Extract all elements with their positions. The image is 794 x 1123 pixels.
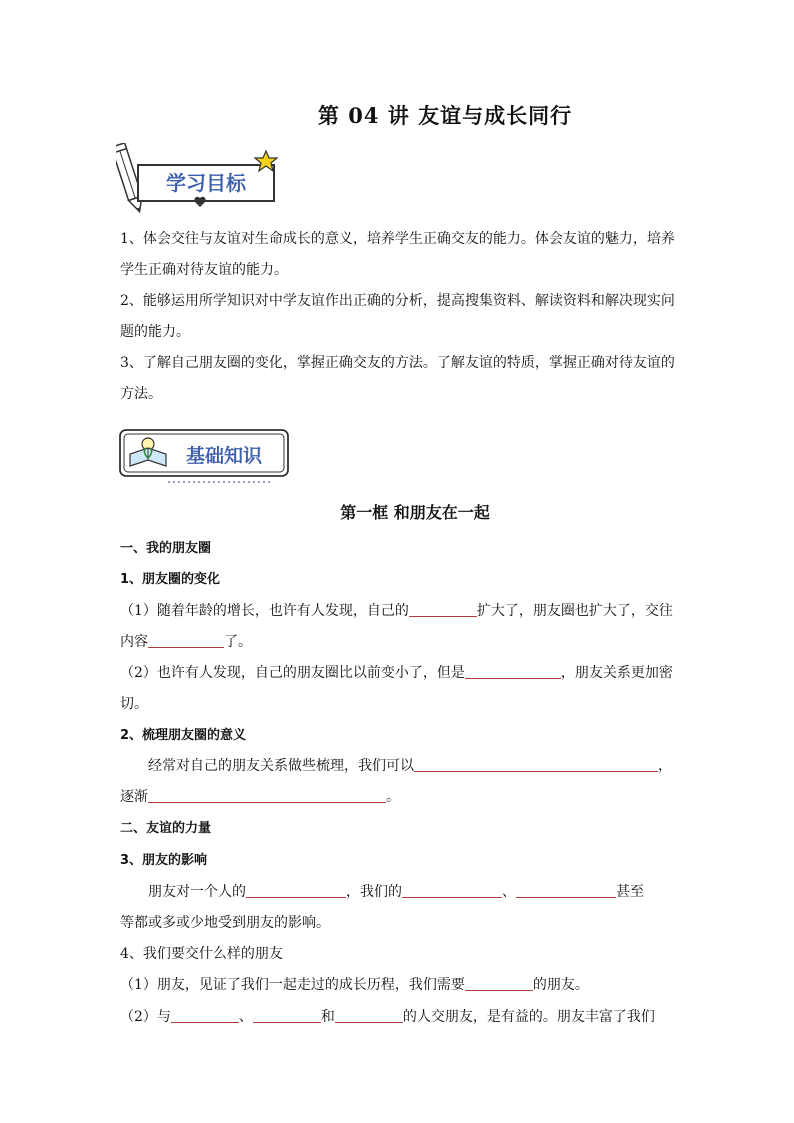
objective-1 xyxy=(120,224,676,286)
fill-blank[interactable] xyxy=(414,755,658,772)
objective-3 xyxy=(120,348,676,410)
heading-friend-circle: 一、我的朋友圈 xyxy=(120,541,212,556)
book-bulb-banner-graphic xyxy=(118,426,294,488)
pencil-star-banner-graphic xyxy=(116,143,286,215)
heading-friend-influence: 3、朋友的影响 xyxy=(120,853,208,868)
para-what-friends-2: （2）与 、 和 的人交朋友，是有益的。朋友丰富了我们 xyxy=(120,1002,676,1033)
objective-2-line-2: 题的能力。 xyxy=(120,324,190,340)
fill-blank[interactable] xyxy=(465,974,533,991)
section-title: 第一框 和朋友在一起 xyxy=(340,503,490,522)
objective-3-line-2: 方法。 xyxy=(120,386,162,402)
basics-banner xyxy=(118,426,294,488)
fill-blank[interactable] xyxy=(409,600,477,617)
objective-2 xyxy=(120,286,676,348)
objective-1-line-1: 1、体会交往与友谊对生命成长的意义，培养学生正确交友的能力。体会友谊的魅力，培养 xyxy=(120,231,675,247)
heart-icon xyxy=(194,197,205,207)
heading-circle-change: 1、朋友圈的变化 xyxy=(120,572,221,587)
page-title: 第 04 讲 友谊与成长同行 xyxy=(317,103,573,128)
fill-blank[interactable] xyxy=(148,786,386,803)
heading-circle-meaning: 2、梳理朋友圈的意义 xyxy=(120,728,247,743)
objective-2-line-1: 2、能够运用所学知识对中学友谊作出正确的分析，提高搜集资料、解读资料和解决现实问 xyxy=(120,293,675,309)
fill-blank[interactable] xyxy=(335,1006,403,1023)
fill-blank[interactable] xyxy=(253,1006,321,1023)
objectives-banner xyxy=(116,143,286,215)
basics-label: 基础知识 xyxy=(185,445,263,467)
fill-blank[interactable] xyxy=(148,631,224,648)
fill-blank[interactable] xyxy=(402,881,502,898)
para-what-friends-1: （1）朋友，见证了我们一起走过的成长历程，我们需要 的朋友。 xyxy=(120,970,676,1001)
objectives-label: 学习目标 xyxy=(166,171,246,195)
heading-friendship-power: 二、友谊的力量 xyxy=(120,821,212,836)
objective-3-line-1: 3、了解自己朋友圈的变化，掌握正确交友的方法。了解友谊的特质，掌握正确对待友谊的 xyxy=(120,355,675,371)
para-friend-influence: 朋友对一个人的 ，我们的 、 甚至 等都或多或少地受到朋友的影响。 xyxy=(120,877,676,939)
para-circle-meaning: 经常对自己的朋友关系做些梳理，我们可以 ， 逐渐 。 xyxy=(120,751,676,813)
para-circle-change-1: （1）随着年龄的增长，也许有人发现，自己的 扩大了，朋友圈也扩大了，交往 内容 了。 xyxy=(120,596,676,658)
fill-blank[interactable] xyxy=(516,881,616,898)
heading-what-friends: 4、我们要交什么样的朋友 xyxy=(120,946,283,962)
fill-blank[interactable] xyxy=(171,1006,239,1023)
fill-blank[interactable] xyxy=(246,881,346,898)
para-circle-change-2: （2）也许有人发现，自己的朋友圈比以前变小了，但是 ，朋友关系更加密 切。 xyxy=(120,658,676,720)
objective-1-line-2: 学生正确对待友谊的能力。 xyxy=(120,262,288,278)
fill-blank[interactable] xyxy=(465,662,561,679)
